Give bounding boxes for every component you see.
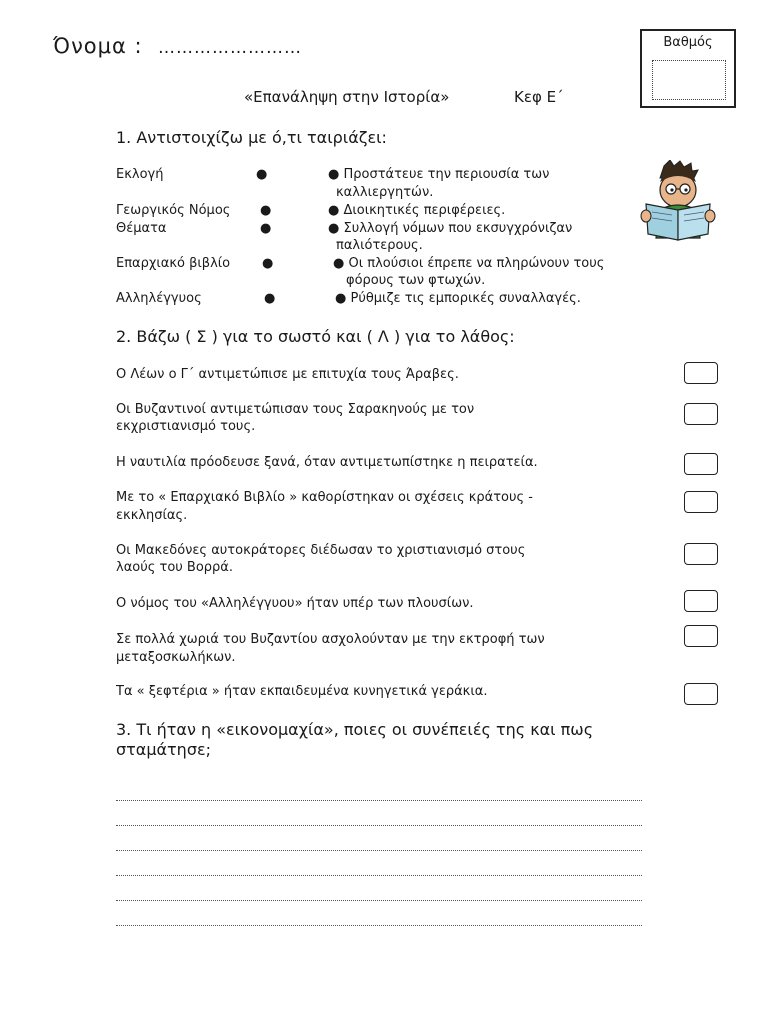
tf-statement: Τα « ξεφτέρια » ήταν εκπαιδευμένα κυνηγετικά γεράκια. — [116, 684, 488, 699]
answer-box[interactable] — [684, 362, 718, 384]
answer-box[interactable] — [684, 590, 718, 612]
tf-statement: Σε πολλά χωριά του Βυζαντίου ασχολούνταν με την εκτροφή των — [116, 632, 545, 647]
question-2-heading: 2. Βάζω ( Σ ) για το σωστό και ( Λ ) για το λάθος: — [116, 327, 515, 346]
match-right-item-cont: καλλιεργητών. — [336, 185, 434, 200]
match-right-item: ● Ρύθμιζε τις εμπορικές συναλλαγές. — [335, 291, 581, 306]
match-right-item: ● Προστάτευε την περιουσία των — [328, 167, 550, 182]
answer-line[interactable] — [116, 925, 642, 926]
answer-box[interactable] — [684, 453, 718, 475]
name-label: Όνομα : — [53, 34, 143, 58]
match-left-dot[interactable]: ● — [264, 291, 276, 306]
tf-statement: Οι Μακεδόνες αυτοκράτορες διέδωσαν το χριστιανισμό στους — [116, 543, 526, 558]
name-field[interactable]: …………………… — [158, 38, 302, 58]
answer-line[interactable] — [116, 800, 642, 801]
tf-statement-cont: λαούς του Βορρά. — [116, 560, 234, 575]
answer-line[interactable] — [116, 825, 642, 826]
grade-field[interactable] — [652, 60, 726, 100]
match-left-item: Θέματα — [116, 221, 167, 236]
match-left-item: Εκλογή — [116, 167, 164, 182]
tf-statement: Ο νόμος του «Αλληλέγγυου» ήταν υπέρ των πλουσίων. — [116, 596, 474, 611]
grade-box — [640, 29, 736, 108]
tf-statement-cont: εκκλησίας. — [116, 508, 188, 523]
match-left-item: Αλληλέγγυος — [116, 291, 202, 306]
match-left-dot[interactable]: ● — [262, 256, 274, 271]
match-right-item: ● Διοικητικές περιφέρειες. — [328, 203, 506, 218]
match-right-item-cont: φόρους των φτωχών. — [346, 273, 486, 288]
worksheet-title: «Επανάληψη στην Ιστορία» — [244, 88, 450, 106]
match-left-item: Γεωργικός Νόμος — [116, 203, 231, 218]
answer-line[interactable] — [116, 900, 642, 901]
match-left-dot[interactable]: ● — [260, 203, 272, 218]
tf-statement: Η ναυτιλία πρόοδευσε ξανά, όταν αντιμετωπίστηκε η πειρατεία. — [116, 455, 538, 470]
tf-statement-cont: μεταξοσκωλήκων. — [116, 650, 236, 665]
tf-statement: Ο Λέων ο Γ΄ αντιμετώπισε με επιτυχία τους Άραβες. — [116, 367, 459, 382]
answer-box[interactable] — [684, 625, 718, 647]
answer-box[interactable] — [684, 403, 718, 425]
match-left-item: Επαρχιακό βιβλίο — [116, 256, 231, 271]
question-1-heading: 1. Αντιστοιχίζω με ό,τι ταιριάζει: — [116, 128, 387, 147]
question-3-heading: 3. Τι ήταν η «εικονομαχία», ποιες οι συνέπειές της και πως σταμάτησε; — [116, 720, 594, 759]
answer-box[interactable] — [684, 543, 718, 565]
tf-statement: Οι Βυζαντινοί αντιμετώπισαν τους Σαρακηνούς με τον — [116, 402, 475, 417]
answer-box[interactable] — [684, 683, 718, 705]
match-right-item: ● Οι πλούσιοι έπρεπε να πληρώνουν τους — [333, 256, 605, 271]
tf-statement-cont: εκχριστιανισμό τους. — [116, 419, 256, 434]
answer-line[interactable] — [116, 850, 642, 851]
match-right-item-cont: παλιότερους. — [336, 238, 423, 253]
answer-box[interactable] — [684, 491, 718, 513]
answer-line[interactable] — [116, 875, 642, 876]
match-right-item: ● Συλλογή νόμων που εκσυγχρόνιζαν — [328, 221, 573, 236]
match-left-dot[interactable]: ● — [260, 221, 272, 236]
reading-boy-illustration — [638, 160, 718, 242]
tf-statement: Με το « Επαρχιακό Βιβλίο » καθορίστηκαν οι σχέσεις κράτους - — [116, 490, 533, 505]
grade-label: Βαθμός — [663, 35, 713, 50]
match-left-dot[interactable]: ● — [256, 167, 268, 182]
chapter-label: Κεφ Ε΄ — [514, 88, 564, 106]
